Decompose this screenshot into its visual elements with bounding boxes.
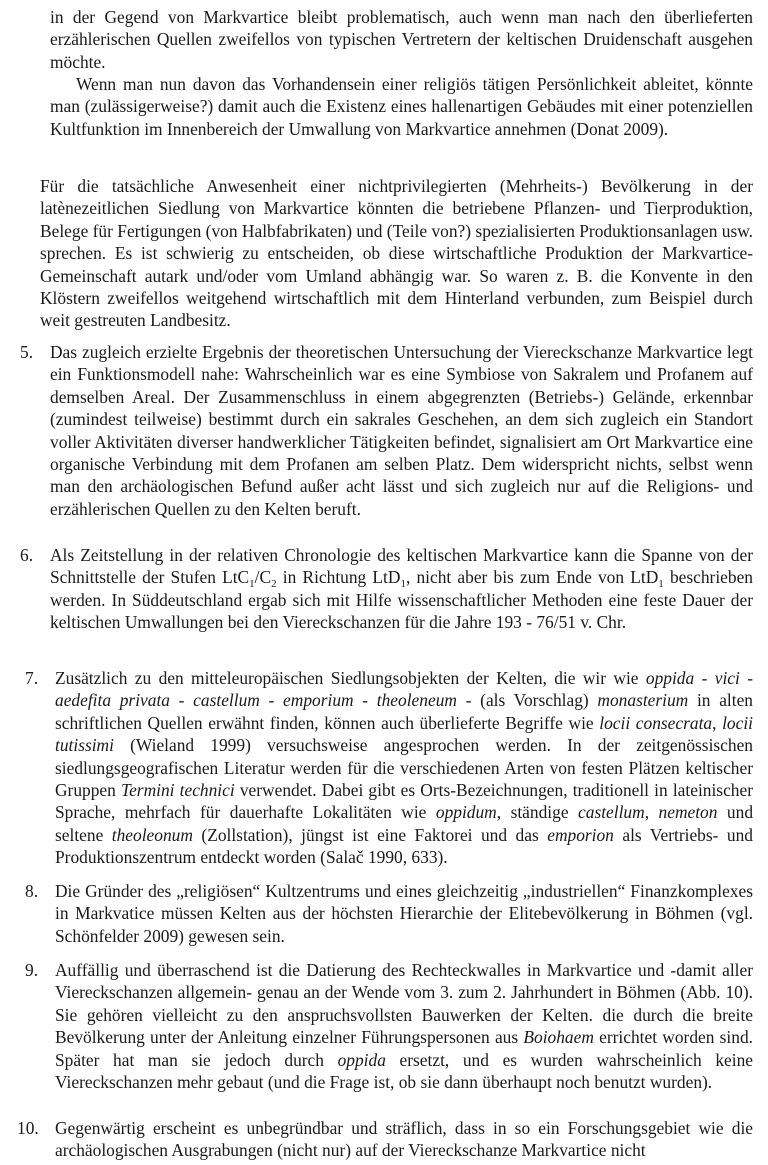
- paragraph-text: Das zugleich erzielte Ergebnis der theoretischen Untersuchung der Viereckschanze Markvartice legt ein Funktionsmodell nahe: Wahrscheinlich war es eine Symbiose von Sakralem und Profanem auf demselben Areal. Der Zusammenschluss in einem abgegrenzten (Betriebs-) Gelände, erkennbar (zumindest teilweise) bestimmt durch ein sakrales Geschehen, an dem sich zugleich ein Standort voller Aktivitäten diverser handwerklicher Tätigkeiten befindet, signalisiert am Ort Markvartice eine organische Verbindung mit dem Profanen am selben Platz. Dem widerspricht nichts, selbst wenn man den archäologischen Befund außer acht lässt und sich zugleich nur auf die Religions- und erzählerischen Quellen zu den Kelten beruft.: [50, 342, 753, 519]
- paragraph-text: Die Gründer des „religiösen“ Kultzentrums und eines gleichzeitig „industriellen“ Finanzkomplexes in Markvatice müssen Kelten aus der höchsten Hierarchie der Elitebevölkerung in Böhmen (vgl. Schönfelder 2009) gewesen sein.: [55, 881, 753, 946]
- list-item-9: [25, 959, 754, 1093]
- paragraph-hall-building: [50, 73, 753, 140]
- paragraph-text: Als Zeitstellung in der relativen Chronologie des keltischen Markvartice kann die Spanne von der Schnittstelle der Stufen $LtC_1/C_2$ in Richtung LtD$_1$, nicht aber bis zum Ende von LtD$_1$ beschrieben werden. In Süddeutschland ergab sich mit Hilfe wissenschaftlicher Methoden eine feste Dauer der keltischen Umwallungen bei den Viereckschanzen für die Jahre 193 - 76/51 v. Chr.: [50, 545, 753, 633]
- list-number: 5.: [20, 342, 34, 362]
- list-number: 8.: [25, 881, 39, 901]
- paragraph-text: Gegenwärtig erscheint es unbegründbar und sträflich, dass in so ein Forschungsgebiet wie die archäologischen Ausgrabungen (nicht nur) auf der Viereckschanze Markvartice nicht: [55, 1118, 753, 1161]
- paragraph-text: Wenn man nun davon das Vorhandensein einer religiös tätigen Persönlichkeit ableitet, könnte man (zulässigerweise?) damit auch die Existenz eines hallenartigen Gebäudes mit einer potenziellen Kultfunktion im Innenbereich der Umwallung von Markvartice annehmen (Donat 2009).: [50, 74, 753, 139]
- list-number: 7.: [25, 668, 39, 688]
- list-number: 6.: [20, 545, 34, 565]
- list-item-10: [17, 1117, 753, 1162]
- list-item-8: [25, 880, 753, 947]
- list-number: 10.: [17, 1118, 39, 1138]
- list-item-7: [25, 667, 754, 869]
- paragraph-text: Zusätzlich zu den mitteleuropäischen Siedlungsobjekten der Kelten, die wir wie oppida - vici - aedefita privata - castellum - emporium - theoleneum - (als Vorschlag) monasterium in alten schriftlichen Quellen erwähnt finden, können auch überlieferte Begriffe wie locii consecrata, locii tutissimi (Wieland 1999) versuchsweise angesprochen werden. In der zeitgenössischen siedlungsgeografischen Literatur werden für die verschiedenen Arten von festen Plätzen keltischer Gruppen Termini technici verwendet. Dabei gibt es Orts-Bezeichnungen, traditionell in lateinischer Sprache, mehrfach für dauerhafte Lokalitäten wie oppidum, ständige castellum, nemeton und seltene theoleonum (Zollstation), jüngst ist eine Faktorei und das emporion als Vertriebs- und Produktionszentrum entdeckt worden (Salač 1990, 633).: [55, 668, 754, 868]
- list-item-5: [20, 341, 753, 520]
- paragraph-text: Auffällig und überraschend ist die Datierung des Rechteckwalles in Markvartice und -damit aller Viereckschanzen allgemein- genau an der Wende vom 3. zum 2. Jahrhundert in Böhmen (Abb. 10). Sie gehören vielleicht zu den anspruchsvollsten Bauwerken der Kelten. die durch die breite Bevölkerung unter der Anleitung einzelner Führungspersonen aus Boiohaem errichtet worden sind. Später hat man sie jedoch durch oppida ersetzt, und es wurden wahrscheinlich keine Viereckschanzen mehr gebaut (und die Frage ist, ob sie dann überhaupt noch benutzt wurden).: [55, 960, 754, 1093]
- list-item-6: [20, 544, 753, 634]
- list-number: 9.: [25, 960, 39, 980]
- paragraph-text: Für die tatsächliche Anwesenheit einer nichtprivilegierten (Mehrheits-) Bevölkerung in der latènezeitlichen Siedlung von Markvartice könnten die betriebene Pflanzen- und Tierproduktion, Belege für Fertigungen (von Halbfabrikaten) und (Teile von?) spezialisierten Produktionsanlagen usw. sprechen. Es ist schwierig zu entscheiden, ob diese wirtschaftliche Produktion der Markvartice-Gemeinschaft autark und/oder vom Umland abhängig war. So waren z. B. die Konvente in den Klöstern zweifellos weitgehend wirtschaftlich mit dem Hinterland verbunden, zum Beispiel durch weit gestreuten Landbesitz.: [40, 176, 753, 331]
- paragraph-druids: [50, 6, 753, 73]
- paragraph-text: in der Gegend von Markvartice bleibt problematisch, auch wenn man nach den überlieferten erzählerischen Quellen zweifellos von typischen Vertretern der keltischen Druidenschaft ausgehen möchte.: [50, 7, 753, 72]
- paragraph-population: [40, 175, 753, 332]
